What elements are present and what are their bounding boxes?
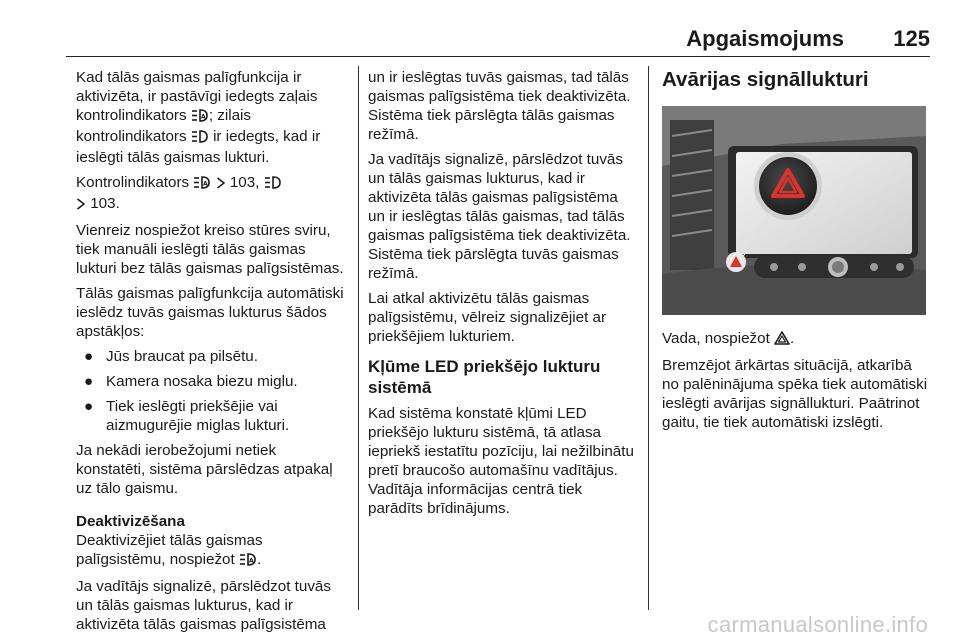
auto-high-beam-icon xyxy=(191,108,209,127)
section-subheading: Deaktivizēšana xyxy=(76,513,185,530)
svg-text:A: A xyxy=(248,557,254,565)
column-divider xyxy=(648,66,649,610)
column-2 xyxy=(368,68,634,524)
hazard-triangle-icon xyxy=(774,331,790,350)
bullet-icon: ● xyxy=(84,373,94,390)
column-1 xyxy=(76,68,348,640)
paragraph: Ja nekādi ierobežojumi netiek konstatēti, sistēma pārslēdzas atpakaļ uz tālo gaismu. xyxy=(76,442,333,497)
bullet-icon: ● xyxy=(84,398,94,415)
paragraph: Ja vadītājs signalizē, pārslēdzot tuvās un tālās gaismas lukturus, kad ir aktivizēta tālās gaismas palīgsistēma xyxy=(76,578,331,633)
section-heading: Avārijas signāllukturi xyxy=(662,68,869,91)
watermark: carmanualsonline.info xyxy=(707,612,928,637)
paragraph: Tālās gaismas palīgfunkcija automātiski ieslēdz tuvās gaismas lukturus šādos apstākļos: xyxy=(76,285,344,340)
high-beam-icon xyxy=(191,129,209,148)
paragraph: Kontrolindikators A 103, 103. xyxy=(76,173,348,215)
auto-high-beam-icon xyxy=(193,175,211,194)
page-ref-arrow-icon[interactable] xyxy=(76,196,86,215)
auto-high-beam-icon xyxy=(239,552,257,571)
list-item: ● Tiek ieslēgti priekšējie vai aizmugurējie miglas lukturi. xyxy=(76,397,348,435)
svg-text:A: A xyxy=(203,180,209,188)
bullet-icon: ● xyxy=(84,348,94,365)
paragraph: Kad sistēma konstatē kļūmi LED priekšējo lukturu sistēmā, tā atlasa iepriekš iestatītu pozīciju, lai nežilbinātu pretī braucošo automašīnu vadītājus. Vadītāja informācijas centrā tiek parādīts brīdinājums. xyxy=(368,405,634,517)
high-beam-icon xyxy=(264,175,282,194)
paragraph: Vada, nospiežot . xyxy=(662,329,928,350)
paragraph: un ir ieslēgtas tuvās gaismas, tad tālās gaismas palīgsistēma tiek deaktivizēta. Sistēma tiek pārslēgta tālās gaismas režīmā. xyxy=(368,69,631,143)
column-divider xyxy=(358,66,359,610)
paragraph: Ja vadītājs signalizē, pārslēdzot tuvās un tālās gaismas lukturus, kad ir aktivizēta tālās gaismas palīgsistēma un ir ieslēgtas tālās gaismas, tad tālās gaismas palīgsistēma tiek deaktivizēta. Sistēma tiek pārslēgta tuvās gaismas režīmā. xyxy=(368,151,631,282)
column-3 xyxy=(662,68,928,438)
page-number: 125 xyxy=(893,26,930,51)
hazard-switch-photo xyxy=(662,106,926,315)
paragraph: Vienreiz nospiežot kreiso stūres sviru, tiek manuāli ieslēgti tālās gaismas lukturi bez tālās gaismas palīgsistēmas. xyxy=(76,222,344,277)
paragraph: Lai atkal aktivizētu tālās gaismas palīgsistēmu, vēlreiz signalizējiet ar priekšējiem lukturiem. xyxy=(368,290,607,345)
page-title: Apgaismojums xyxy=(686,26,844,51)
section-subheading: Kļūme LED priekšējo lukturu sistēmā xyxy=(368,357,601,397)
paragraph: Kad tālās gaismas palīgfunkcija ir aktivizēta, ir pastāvīgi iedegts zaļais kontrolindikators A ; zilais kontrolindikators ir iedegts, kad ir ieslēgti tālās gaismas lukturi. xyxy=(76,69,321,166)
paragraph: Bremzējot ārkārtas situācijā, atkarībā no palēninājuma spēka tiek automātiski ieslēgti avārijas signāllukturi. Paātrinot gaitu, tie tiek automātiski izslēgti. xyxy=(662,357,928,431)
page-ref-arrow-icon[interactable] xyxy=(216,175,226,194)
paragraph: Deaktivizējiet tālās gaismas palīgsistēmu, nospiežot A . xyxy=(76,531,348,571)
list-item: ● Kamera nosaka biezu miglu. xyxy=(76,372,348,391)
list-item: ● Jūs braucat pa pilsētu. xyxy=(76,347,348,366)
page-header xyxy=(66,22,930,57)
svg-text:A: A xyxy=(200,113,206,121)
